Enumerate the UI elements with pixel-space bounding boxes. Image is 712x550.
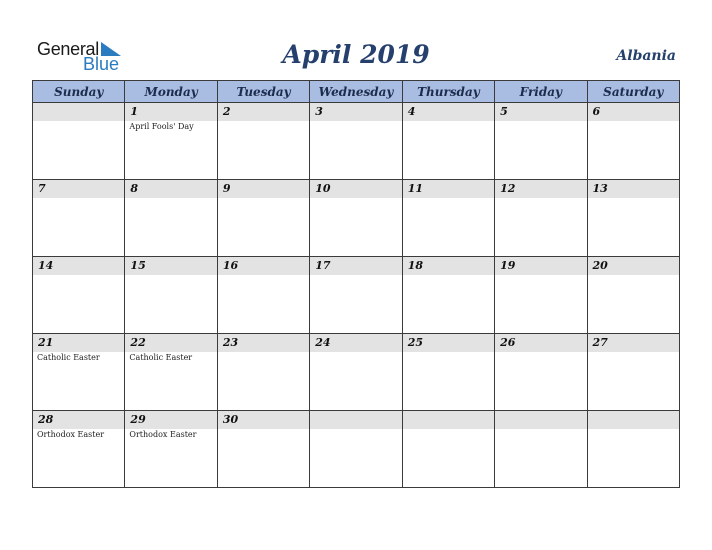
day-cell (402, 180, 494, 257)
holiday-label (125, 275, 216, 276)
week-row (33, 411, 680, 488)
week-row (33, 257, 680, 334)
weekday-saturday: Saturday (587, 81, 679, 103)
day-cell-header (310, 180, 401, 198)
weekday-thursday: Thursday (402, 81, 494, 103)
holiday-label (218, 352, 309, 353)
day-cell-header (33, 334, 124, 352)
day-number: 21 (38, 336, 54, 349)
day-number: 9 (222, 182, 231, 195)
day-cell-header (218, 180, 309, 198)
page-title: April 2019 (282, 40, 430, 69)
day-cell (587, 411, 679, 488)
day-cell (33, 334, 125, 411)
day-number: 11 (407, 182, 423, 195)
week-row (33, 334, 680, 411)
holiday-label (33, 121, 124, 122)
day-cell-header (218, 334, 309, 352)
day-cell-header (218, 411, 309, 429)
day-cell (402, 103, 494, 180)
holiday-label (495, 198, 586, 199)
day-number: 7 (38, 182, 46, 195)
week-row (33, 103, 680, 180)
day-cell (33, 257, 125, 334)
day-number: 29 (130, 413, 146, 426)
day-cell (125, 411, 217, 488)
day-cell (125, 180, 217, 257)
day-cell (587, 257, 679, 334)
day-cell (402, 334, 494, 411)
day-number: 20 (592, 259, 608, 272)
holiday-label (403, 121, 494, 122)
day-number: 8 (130, 182, 139, 195)
day-cell-header (33, 257, 124, 275)
day-cell (310, 334, 402, 411)
logo-text-general: General (37, 39, 99, 59)
day-cell-header (403, 103, 494, 121)
day-cell (217, 334, 309, 411)
holiday-label (495, 121, 586, 122)
day-cell-header (588, 103, 679, 121)
day-cell (495, 257, 587, 334)
holiday-label (403, 198, 494, 199)
holiday-label (588, 121, 679, 122)
weekday-tuesday: Tuesday (217, 81, 309, 103)
day-cell (495, 411, 587, 488)
day-cell-header (310, 411, 401, 429)
weekday-monday: Monday (125, 81, 217, 103)
day-number: 16 (222, 259, 239, 272)
day-cell-header (310, 334, 401, 352)
day-cell-header (125, 180, 216, 198)
day-cell-header (495, 257, 586, 275)
day-number: 10 (315, 182, 331, 195)
holiday-label (588, 352, 679, 353)
holiday-label (403, 275, 494, 276)
weekday-friday: Friday (495, 81, 587, 103)
holiday-label (310, 121, 401, 122)
week-row (33, 180, 680, 257)
day-cell (125, 257, 217, 334)
day-cell-header (403, 180, 494, 198)
holiday-label (588, 429, 679, 430)
holiday-label: Orthodox Easter (129, 430, 197, 439)
day-number: 30 (222, 413, 239, 426)
day-cell-header (33, 103, 124, 121)
holiday-label: April Fools' Day (129, 122, 194, 131)
day-cell (310, 257, 402, 334)
weekday-sunday: Sunday (33, 81, 125, 103)
holiday-label (310, 275, 401, 276)
logo-text-blue: Blue (83, 54, 120, 74)
holiday-label: Catholic Easter (129, 353, 193, 362)
day-cell (495, 103, 587, 180)
country-label: Albania (616, 48, 676, 64)
holiday-label (403, 429, 494, 430)
day-cell (310, 103, 402, 180)
day-cell-header (588, 257, 679, 275)
day-cell (587, 180, 679, 257)
day-cell (33, 411, 125, 488)
day-cell-header (125, 103, 216, 121)
day-number: 15 (130, 259, 146, 272)
day-cell-header (125, 411, 216, 429)
day-cell-header (495, 334, 586, 352)
day-number: 2 (222, 105, 231, 118)
day-cell-header (495, 411, 586, 429)
day-cell-header (403, 257, 494, 275)
day-cell (495, 334, 587, 411)
day-number: 12 (500, 182, 516, 195)
day-number: 27 (592, 336, 608, 349)
weekday-header-row (33, 81, 680, 103)
holiday-label (218, 198, 309, 199)
holiday-label (310, 429, 401, 430)
day-cell (310, 411, 402, 488)
day-cell-header (125, 334, 216, 352)
day-cell-header (403, 411, 494, 429)
day-cell-header (588, 180, 679, 198)
day-cell (402, 411, 494, 488)
day-cell-header (495, 103, 586, 121)
day-cell (217, 180, 309, 257)
day-cell-header (495, 180, 586, 198)
day-number: 23 (222, 336, 239, 349)
day-cell (33, 103, 125, 180)
holiday-label (495, 275, 586, 276)
day-number: 17 (315, 259, 331, 272)
day-cell (587, 334, 679, 411)
day-number: 3 (315, 105, 323, 118)
day-number: 26 (500, 336, 516, 349)
holiday-label (218, 121, 309, 122)
day-number: 25 (407, 336, 423, 349)
day-cell (310, 180, 402, 257)
day-number: 1 (130, 105, 139, 118)
holiday-label (495, 429, 586, 430)
day-number: 28 (38, 413, 54, 426)
day-cell-header (310, 103, 401, 121)
holiday-label: Orthodox Easter (37, 430, 105, 439)
day-cell (125, 334, 217, 411)
day-cell-header (588, 411, 679, 429)
day-cell (587, 103, 679, 180)
holiday-label (588, 275, 679, 276)
day-cell (217, 103, 309, 180)
day-cell-header (403, 334, 494, 352)
holiday-label (33, 198, 124, 199)
day-cell-header (33, 411, 124, 429)
day-cell (33, 180, 125, 257)
holiday-label (403, 352, 494, 353)
day-cell-header (310, 257, 401, 275)
day-number: 18 (407, 259, 423, 272)
day-cell (217, 411, 309, 488)
holiday-label (495, 352, 586, 353)
day-number: 13 (592, 182, 608, 195)
holiday-label (218, 275, 309, 276)
day-number: 19 (500, 259, 516, 272)
day-cell-header (218, 103, 309, 121)
day-cell (217, 257, 309, 334)
holiday-label (310, 198, 401, 199)
day-number: 14 (38, 259, 54, 272)
holiday-label (125, 198, 216, 199)
day-number: 6 (592, 105, 601, 118)
day-cell-header (33, 180, 124, 198)
day-number: 24 (315, 336, 331, 349)
holiday-label (588, 198, 679, 199)
weekday-wednesday: Wednesday (310, 81, 402, 103)
holiday-label: Catholic Easter (37, 353, 100, 362)
day-cell (402, 257, 494, 334)
day-cell-header (588, 334, 679, 352)
day-number: 22 (130, 336, 146, 349)
day-number: 4 (407, 105, 416, 118)
day-number: 5 (500, 105, 508, 118)
day-cell-header (125, 257, 216, 275)
day-cell-header (218, 257, 309, 275)
holiday-label (218, 429, 309, 430)
holiday-label (33, 275, 124, 276)
day-cell (125, 103, 217, 180)
holiday-label (310, 352, 401, 353)
calendar-grid (32, 80, 680, 488)
day-cell (495, 180, 587, 257)
